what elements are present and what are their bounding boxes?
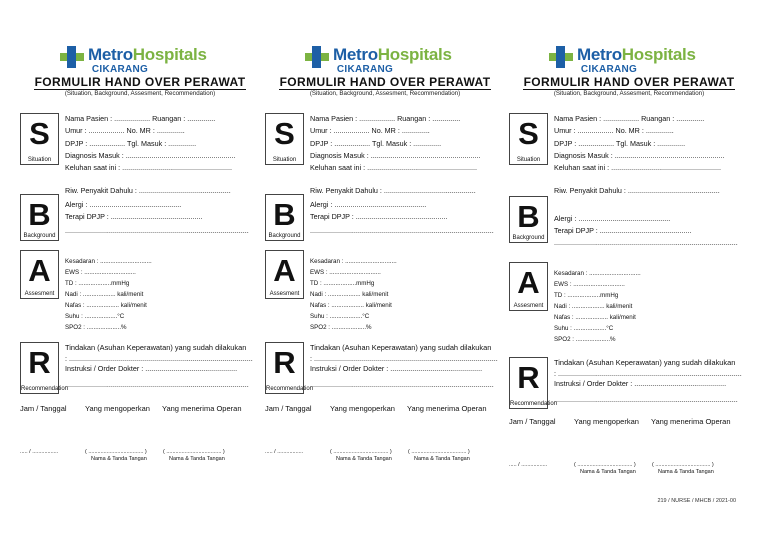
signature-mengoperkan[interactable]: ( .................................... ) (574, 462, 636, 468)
section-b-caption: Background (512, 235, 545, 241)
signature-label-mengoperkan: Nama & Tanda Tangan (91, 456, 147, 462)
field-nafas[interactable]: Nafas : ................... kali/menit (554, 314, 636, 321)
field-tindakan[interactable]: Tindakan (Asuhan Keperawatan) yang sudah dilakukan (554, 358, 736, 367)
label-jam-tanggal: Jam / Tanggal (265, 404, 312, 413)
field-spo2[interactable]: SPO2 : ....................% (310, 324, 372, 331)
signature-menerima[interactable]: ( .................................... ) (163, 449, 225, 455)
field-umur[interactable]: Umur : .................. No. MR : .............. (65, 126, 185, 135)
field-suhu[interactable]: Suhu : ...................°C (310, 313, 370, 320)
form-subtitle: (Situation, Background, Assesment, Recommendation) (64, 90, 216, 97)
field-ews[interactable]: EWS : .............................. (554, 281, 625, 288)
section-s-box (265, 113, 304, 165)
field-dpjp[interactable]: DPJP : .................. Tgl. Masuk : .............. (310, 139, 442, 148)
field-kesadaran[interactable]: Kesadaran : .............................. (554, 270, 641, 277)
section-b-letter: B (273, 197, 296, 232)
section-r-letter: R (273, 345, 296, 380)
field-diagnosis[interactable]: Diagnosis Masuk : ....................................................... (65, 151, 236, 160)
field-nama-pasien[interactable]: Nama Pasien : .................. Ruangan : .............. (65, 114, 216, 123)
signature-label-menerima: Nama & Tanda Tangan (658, 469, 714, 475)
logo-city: CIKARANG (91, 64, 149, 75)
section-b-caption: Background (268, 233, 301, 239)
logo-wordmark: MetroHospitals (88, 45, 207, 64)
section-s-letter: S (274, 116, 295, 151)
section-s-caption: Situation (272, 157, 297, 163)
field-terapi[interactable]: Terapi DPJP : .............................................. (554, 226, 692, 235)
section-a-caption: Assesment (269, 291, 300, 297)
field-tindakan-line[interactable]: : ............................................................................................ (310, 354, 498, 363)
field-instruksi[interactable]: Instruksi / Order Dokter : .............................................. (65, 364, 238, 373)
section-s-caption: Situation (27, 157, 52, 163)
field-td[interactable]: TD : ...................mmHg (554, 292, 619, 299)
field-instruksi[interactable]: Instruksi / Order Dokter : .............................................. (554, 379, 727, 388)
field-date[interactable]: ..... / ................. (265, 449, 304, 455)
field-nafas[interactable]: Nafas : ................... kali/menit (65, 302, 147, 309)
section-r-caption: Recommendation (266, 386, 314, 392)
signature-menerima[interactable]: ( .................................... ) (652, 462, 714, 468)
field-keluhan[interactable]: Keluhan saat ini : ....................................................... (310, 163, 477, 172)
section-s-caption: Situation (516, 157, 541, 163)
field-alergi[interactable]: Alergi : .............................................. (310, 200, 427, 209)
field-tindakan-line[interactable]: : ............................................................................................ (65, 354, 253, 363)
field-nafas[interactable]: Nafas : ................... kali/menit (310, 302, 392, 309)
field-terapi[interactable]: Terapi DPJP : .............................................. (310, 212, 448, 221)
field-riwayat[interactable]: Riw. Penyakit Dahulu : .............................................. (554, 186, 720, 195)
section-b-letter: B (28, 197, 51, 232)
logo-city: CIKARANG (580, 64, 638, 75)
field-kesadaran[interactable]: Kesadaran : .............................. (310, 258, 397, 265)
section-r-box (265, 342, 314, 394)
signature-label-mengoperkan: Nama & Tanda Tangan (336, 456, 392, 462)
field-date[interactable]: ..... / ................. (20, 449, 59, 455)
field-tindakan-line[interactable]: : ............................................................................................ (554, 369, 742, 378)
field-alergi[interactable]: Alergi : .............................................. (554, 214, 671, 223)
signature-mengoperkan[interactable]: ( .................................... ) (85, 449, 147, 455)
form-subtitle: (Situation, Background, Assesment, Recommendation) (553, 90, 705, 97)
section-s-box (20, 113, 59, 165)
section-a-letter: A (273, 253, 296, 288)
field-nadi[interactable]: Nadi : ................... kali/menit (310, 291, 389, 298)
logo-city: CIKARANG (336, 64, 394, 75)
section-a-letter: A (28, 253, 51, 288)
handover-form-2 (245, 0, 498, 543)
field-umur[interactable]: Umur : .................. No. MR : .............. (554, 126, 674, 135)
section-a-caption: Assesment (513, 303, 544, 309)
field-recommendation-line[interactable]: ............................................................................................ (65, 380, 249, 389)
field-umur[interactable]: Umur : .................. No. MR : .............. (310, 126, 430, 135)
label-yang-menerima: Yang menerima Operan (162, 404, 242, 413)
signature-label-mengoperkan: Nama & Tanda Tangan (580, 469, 636, 475)
signature-menerima[interactable]: ( .................................... ) (408, 449, 470, 455)
field-td[interactable]: TD : ...................mmHg (65, 280, 130, 287)
field-background-line[interactable]: ............................................................................................ (65, 226, 249, 235)
field-dpjp[interactable]: DPJP : .................. Tgl. Masuk : .............. (65, 139, 197, 148)
field-date[interactable]: ..... / ................. (509, 462, 548, 468)
field-ews[interactable]: EWS : .............................. (65, 269, 136, 276)
section-r-box (20, 342, 69, 394)
field-keluhan[interactable]: Keluhan saat ini : ....................................................... (65, 163, 232, 172)
field-riwayat[interactable]: Riw. Penyakit Dahulu : .............................................. (310, 186, 476, 195)
form-title: FORMULIR HAND OVER PERAWAT (523, 75, 735, 89)
section-b-caption: Background (23, 233, 56, 239)
section-a-letter: A (517, 265, 540, 300)
label-yang-mengoperkan: Yang mengoperkan (330, 404, 395, 413)
field-suhu[interactable]: Suhu : ...................°C (554, 325, 614, 332)
field-nadi[interactable]: Nadi : ................... kali/menit (554, 303, 633, 310)
field-spo2[interactable]: SPO2 : ....................% (554, 336, 616, 343)
section-b-box (265, 194, 304, 241)
label-yang-menerima: Yang menerima Operan (407, 404, 487, 413)
section-s-letter: S (518, 116, 539, 151)
field-diagnosis[interactable]: Diagnosis Masuk : ....................................................... (310, 151, 481, 160)
field-tindakan[interactable]: Tindakan (Asuhan Keperawatan) yang sudah dilakukan (65, 343, 247, 352)
form-title: FORMULIR HAND OVER PERAWAT (279, 75, 491, 89)
form-title: FORMULIR HAND OVER PERAWAT (34, 75, 246, 89)
logo-wordmark: MetroHospitals (333, 45, 452, 64)
handover-form-1 (0, 0, 253, 543)
field-background-line[interactable]: ............................................................................................ (554, 238, 738, 247)
label-yang-mengoperkan: Yang mengoperkan (574, 417, 639, 426)
section-b-box (509, 196, 548, 243)
field-nama-pasien[interactable]: Nama Pasien : .................. Ruangan : .............. (310, 114, 461, 123)
section-s-letter: S (29, 116, 50, 151)
field-nama-pasien[interactable]: Nama Pasien : .................. Ruangan : .............. (554, 114, 705, 123)
section-r-letter: R (517, 360, 540, 395)
field-ews[interactable]: EWS : .............................. (310, 269, 381, 276)
section-b-box (20, 194, 59, 241)
signature-mengoperkan[interactable]: ( .................................... ) (330, 449, 392, 455)
field-keluhan[interactable]: Keluhan saat ini : ....................................................... (554, 163, 721, 172)
form-subtitle: (Situation, Background, Assesment, Recommendation) (309, 90, 461, 97)
field-dpjp[interactable]: DPJP : .................. Tgl. Masuk : .............. (554, 139, 686, 148)
field-recommendation-line[interactable]: ............................................................................................ (554, 395, 738, 404)
field-instruksi[interactable]: Instruksi / Order Dokter : .............................................. (310, 364, 483, 373)
section-r-caption: Recommendation (510, 401, 558, 407)
label-yang-mengoperkan: Yang mengoperkan (85, 404, 150, 413)
field-riwayat[interactable]: Riw. Penyakit Dahulu : .............................................. (65, 186, 231, 195)
field-diagnosis[interactable]: Diagnosis Masuk : ....................................................... (554, 151, 725, 160)
section-r-letter: R (28, 345, 51, 380)
section-r-box (509, 357, 558, 409)
section-r-caption: Recommendation (21, 386, 69, 392)
field-background-line[interactable]: ............................................................................................ (310, 226, 494, 235)
handover-form-3 (489, 0, 742, 543)
field-td[interactable]: TD : ...................mmHg (310, 280, 375, 287)
section-s-box (509, 113, 548, 165)
signature-label-menerima: Nama & Tanda Tangan (169, 456, 225, 462)
field-spo2[interactable]: SPO2 : ....................% (65, 324, 127, 331)
field-alergi[interactable]: Alergi : .............................................. (65, 200, 182, 209)
section-a-caption: Assesment (24, 291, 55, 297)
logo-wordmark: MetroHospitals (577, 45, 696, 64)
field-terapi[interactable]: Terapi DPJP : .............................................. (65, 212, 203, 221)
section-a-box (265, 250, 304, 299)
form-code: 219 / NURSE / MHCB / 2021-00 (657, 498, 736, 504)
label-jam-tanggal: Jam / Tanggal (509, 417, 556, 426)
signature-label-menerima: Nama & Tanda Tangan (414, 456, 470, 462)
section-a-box (20, 250, 59, 299)
field-nadi[interactable]: Nadi : ................... kali/menit (65, 291, 144, 298)
field-recommendation-line[interactable]: ............................................................................................ (310, 380, 494, 389)
section-b-letter: B (517, 199, 540, 234)
label-yang-menerima: Yang menerima Operan (651, 417, 731, 426)
label-jam-tanggal: Jam / Tanggal (20, 404, 67, 413)
section-a-box (509, 262, 548, 311)
field-tindakan[interactable]: Tindakan (Asuhan Keperawatan) yang sudah dilakukan (310, 343, 492, 352)
field-kesadaran[interactable]: Kesadaran : .............................. (65, 258, 152, 265)
field-suhu[interactable]: Suhu : ...................°C (65, 313, 125, 320)
